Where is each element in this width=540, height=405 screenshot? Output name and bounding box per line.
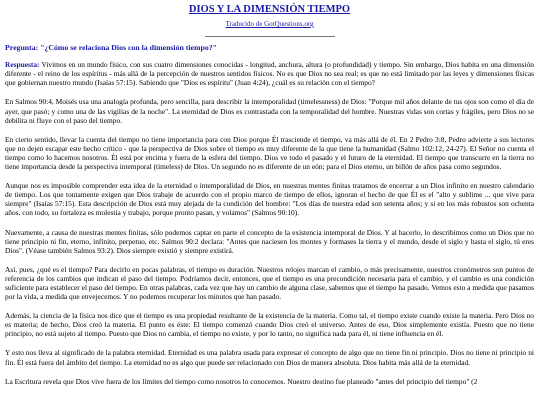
- body-paragraph: Y esto nos lleva al significado de la palabra eternidad. Eternidad es una palabra usada para expresar el concepto de algo que no tiene fin ni principio. Dios no tiene ni principio ni fin. Él está fuera del ámbito del tiempo. La eternidad no es algo que puede ser relacionado con Dios de manera absoluta. Dios habita más allá de la eternidad.: [5, 348, 534, 367]
- body-paragraph: Nuevamente, a causa de nuestras mentes finitas, sólo podemos captar en parte el concepto de la existencia intemporal de Dios. Y al hacerlo, lo describimos como un Dios que no tiene principio ni fin, eterno, infinito, perpetuo, etc. Salmos 90:2 declara: "Antes que naciesen los montes y formases la tierra y el mundo, desde el siglo y hasta el siglo, tú eres Dios". (Véase también Salmos 93:2). Dios siempre existió y siempre existirá.: [5, 227, 534, 255]
- question-label: Pregunta:: [5, 43, 39, 53]
- body-paragraph: La Escritura revela que Dios vive fuera de los límites del tiempo como nosotros lo conocemos. Nuestro destino fue planeado "antes del principio del tiempo" (2: [5, 376, 478, 386]
- body-paragraph: En cierto sentido, llevar la cuenta del tiempo no tiene importancia para con Dios porque Él trasciende el tiempo, va más allá de él. En 2 Pedro 3:8, Pedro advierte a sus lectores que no dejen escapar este hecho crítico - que la perspectiva de Dios sobre el tiempo es muy diferente de la que tiene la humanidad (Salmo 102:12, 24-27). El Señor no cuenta el tiempo como lo hacemos nosotros. Él está por encima y fuera de la esfera del tiempo. Dios ve todo el pasado y el futuro de la eternidad. El tiempo que transcurre en la tierra no tiene importancia desde la perspectiva intemporal (timeless) de Dios. Un segundo no es diferente de un eón; para el Dios eterno, un billón de años pasa como segundos.: [5, 134, 534, 172]
- answer-label: Respuesta:: [5, 60, 40, 70]
- divider: [205, 36, 335, 37]
- answer-text: Vivimos en un mundo físico, con sus cuatro dimensiones conocidas - longitud, anchura, altura (o profundidad) y tiempo. Sin embargo, Dios habita en una dimensión diferente - el reino de los espíritus - más allá de la percepción de nuestros sentidos físicos. No es que Dios no sea real; es que no está limitado por las leyes y dimensiones físicas que gobiernan nuestro mundo (Isaías 57:15). Sabiendo que "Dios es espíritu" (Juan 4:24), ¿cuál es su relación con el tiempo?: [5, 60, 534, 88]
- body-paragraph: Aunque nos es imposible comprender esta idea de la eternidad o intemporalidad de Dios, en nuestras mentes finitas tratamos de encerrar a un Dios infinito en nuestro calendario de tiempo. Los que tontamente exigen que Dios trabaje de acuerdo con el propio marco de tiempo de ellos, ignoran el hecho de que Él es el "alto y sublime ... que vive para siempre" (Isaías 57:15). Esta descripción de Dios está muy alejada de la condición del hombre: "Los días de nuestra edad son setenta años; y si en los más robustos son ochenta años, con todo, su fortaleza es molestia y trabajo, porque pronto pasan, y volamos" (Salmos 90:10).: [5, 181, 534, 218]
- body-paragraph: Además, la ciencia de la física nos dice que el tiempo es una propiedad resultante de la existencia de la materia. Como tal, el tiempo existe cuando existe la materia. Pero Dios no es materia; de hecho, Dios creó la materia. El punto es éste: El tiempo comenzó cuando Dios creó el universo. Antes de eso, Dios simplemente existía. Puesto que no tiene principio, no está sujeto al tiempo. Puesto que Dios no cambia, el tiempo no existe, y por lo tanto, no significa nada para él, ni tiene influencia en él.: [5, 311, 534, 339]
- article-subtitle: [5, 20, 534, 29]
- body-paragraph: En Salmos 90:4, Moisés usa una analogía profunda, pero sencilla, para describir la intemporalidad (timelessness) de Dios: "Porque mil años delante de tus ojos son como el día de ayer, que pasó; y como una de las vigilias de la noche". La eternidad de Dios es contrastada con la temporalidad del hombre. Nuestras vidas son cortas y frágiles, pero Dios no se debilita ni fluye con el paso del tiempo.: [5, 97, 534, 125]
- article-title: [5, 3, 534, 16]
- question-text: "¿Cómo se relaciona Dios con la dimensión tiempo?": [40, 43, 217, 53]
- question: [5, 43, 534, 52]
- body-paragraph: Así, pues, ¿qué es el tiempo? Para decirlo en pocas palabras, el tiempo es duración. Nuestros relojes marcan el cambio, o más precisamente, nuestros cronómetros son puntos de referencia de los cambios que indican el paso del tiempo. Podríamos decir, entonces, que el tiempo es una precondición necesaria para el cambio, y el cambio es una condición suficiente para establecer el paso del tiempo. En otras palabras, cada vez que hay un cambio de alguna clase, sabemos que el tiempo ha pasado. Vemos esto a medida que pasamos por la vida, a medida que envejecemos. Y no podemos recuperar los minutos que han pasado.: [5, 264, 534, 302]
- answer-paragraph: [5, 60, 534, 87]
- article-title-link[interactable]: DIOS Y LA DIMENSIÓN TIEMPO: [188, 4, 351, 15]
- source-link[interactable]: Traducido de GotQuestions.org: [225, 20, 314, 28]
